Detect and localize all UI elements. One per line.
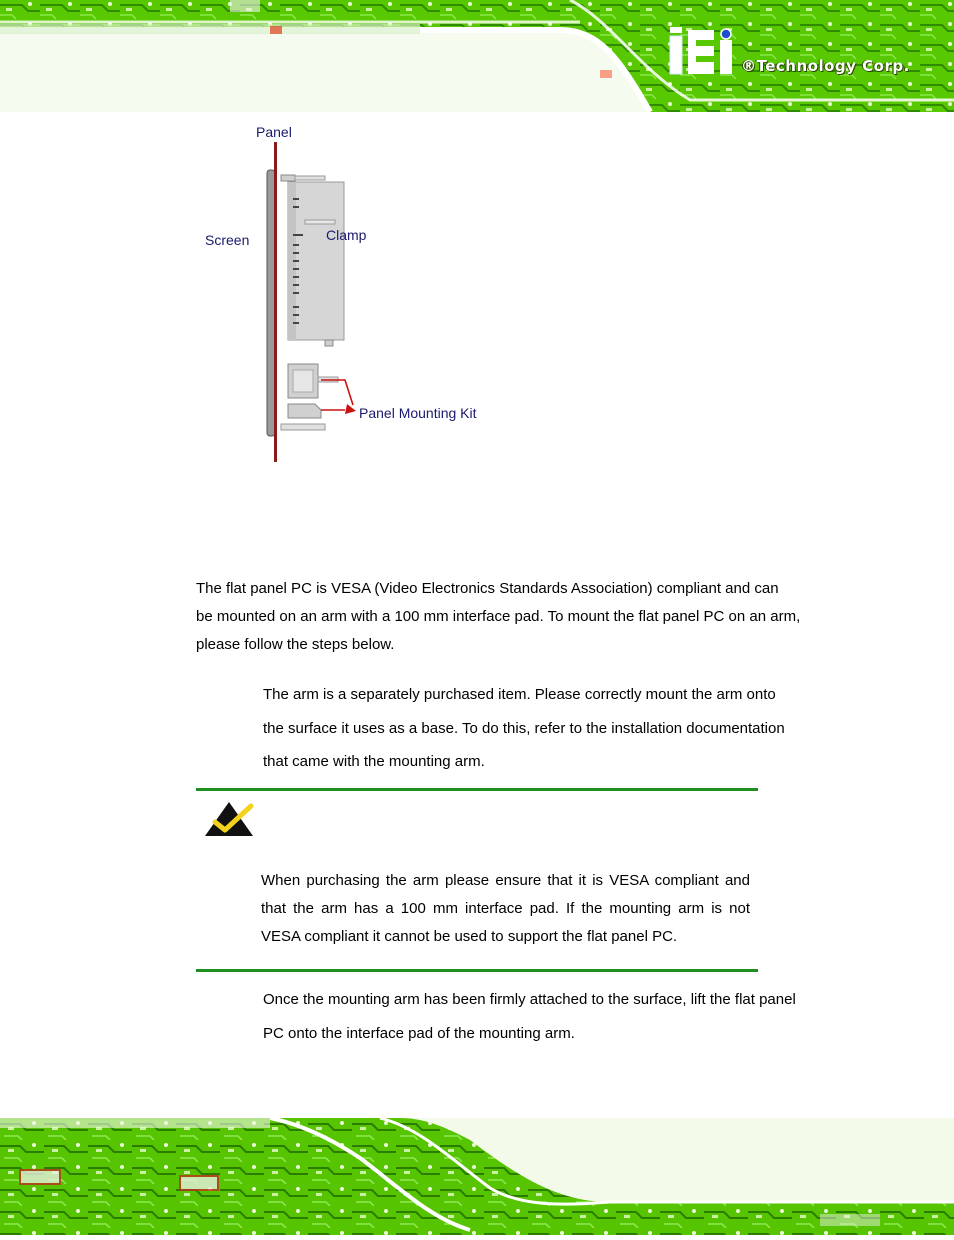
intro-line: The flat panel PC is VESA (Video Electronics Standards Association) compliant and can [196, 580, 779, 597]
diagram-label-panel: Panel [256, 124, 292, 140]
page-footer [0, 1118, 954, 1235]
step-one-text [263, 678, 785, 779]
intro-line: be mounted on an arm with a 100 mm interface pad. To mount the flat panel PC on an arm, [196, 608, 801, 625]
iei-logo-icon [666, 26, 738, 78]
note-bottom-rule [196, 969, 758, 972]
diagram-label-clamp: Clamp [326, 227, 367, 243]
step-line: PC onto the interface pad of the mounting arm. [263, 1024, 575, 1042]
diagram-label-screen: Screen [205, 232, 250, 248]
note-top-rule [196, 788, 758, 791]
diagram-label-panel-mounting-kit: Panel Mounting Kit [359, 405, 477, 421]
checkmark-note-icon [205, 800, 257, 838]
page-header [0, 0, 954, 112]
arrow-head-icon [345, 404, 356, 414]
step-two-text [263, 983, 796, 1050]
intro-paragraph [196, 575, 800, 659]
circuit-board-footer [0, 1118, 954, 1235]
note-text: When purchasing the arm please ensure that it is VESA compliant and that the arm has a 100 mm interface pad. If the mounting arm is not VESA compliant it cannot be used to support the flat panel PC. [261, 872, 750, 945]
step-line: Once the mounting arm has been firmly attached to the surface, lift the flat panel [263, 991, 796, 1008]
screen-bezel-shape [267, 170, 275, 436]
brand-text: ®Technology Corp. [741, 57, 910, 75]
panel-mount-diagram [195, 118, 515, 470]
step-line: that came with the mounting arm. [263, 753, 485, 770]
intro-line: please follow the steps below. [196, 636, 395, 653]
circuit-board-banner [0, 0, 954, 112]
step-line: The arm is a separately purchased item. Please correctly mount the arm onto [263, 686, 776, 703]
step-line: the surface it uses as a base. To do this, refer to the installation documentation [263, 719, 785, 737]
panel-line-shape [274, 142, 277, 462]
